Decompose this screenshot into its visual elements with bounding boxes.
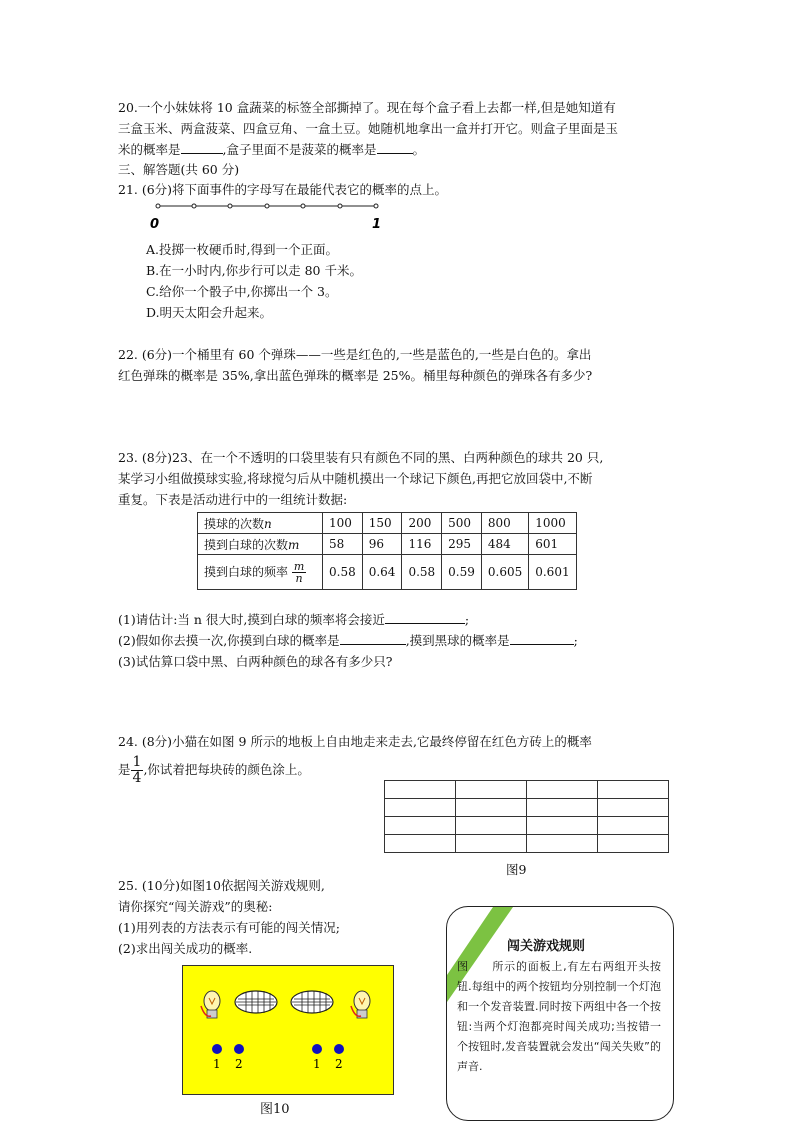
section-heading: 三、解答题(共 60 分)	[118, 162, 240, 177]
q25-line3: (1)用列表的方法表示有可能的闯关情况;	[118, 920, 340, 935]
q23-answer-blank-2[interactable]	[340, 631, 406, 645]
q25-line2: 请你探究“闯关游戏”的奥秘:	[118, 899, 273, 914]
q21-stem: 21. (6分)将下面事件的字母写在最能代表它的概率的点上。	[118, 182, 448, 197]
table-cell: 800	[481, 513, 528, 534]
q21-option-a: A.投掷一枚硬币时,得到一个正面。	[146, 242, 338, 257]
table-row	[198, 513, 577, 534]
floor-tile[interactable]	[385, 817, 456, 835]
number-line-point[interactable]	[156, 204, 160, 208]
number-line-point[interactable]	[301, 204, 305, 208]
lightbulb-icon	[351, 991, 370, 1018]
number-line-point[interactable]	[265, 204, 269, 208]
q20-text-a: 米的概率是	[118, 142, 181, 157]
game-rules-card	[446, 906, 674, 1121]
floor-tile[interactable]	[527, 835, 598, 853]
button-label: 2	[235, 1057, 243, 1071]
button-label: 2	[335, 1057, 343, 1071]
table-cell: 200	[402, 513, 442, 534]
left-button-1[interactable]	[212, 1044, 222, 1054]
table-cell: 0.58	[402, 555, 442, 590]
table-cell: 1000	[529, 513, 576, 534]
fraction-m-over-n: $\frac{m}{n}$	[293, 559, 305, 585]
table-cell: 500	[442, 513, 482, 534]
number-line-point[interactable]	[228, 204, 232, 208]
q23-answer-blank-1[interactable]	[385, 610, 465, 624]
number-line-point[interactable]	[192, 204, 196, 208]
floor-tile[interactable]	[385, 799, 456, 817]
table-cell: 96	[362, 534, 402, 555]
rules-text: 图 所示的面板上,有左右两组开头按钮.每组中的两个按钮均分别控制一个灯泡和一个发音装置.同时按下两组中各一个按钮:当两个灯泡都亮时闯关成功;当按错一个按钮时,发音装置就会发出“闯关失败”的声音.	[457, 960, 661, 1073]
table-cell: 100	[323, 513, 363, 534]
q23-answer-blank-3[interactable]	[510, 631, 574, 645]
rules-title: 闯关游戏规则	[507, 939, 586, 954]
q23-line2: 某学习小组做摸球实验,将球搅匀后从中随机摸出一个球记下颜色,再把它放回袋中,不断	[118, 471, 593, 486]
table-cell: 295	[442, 534, 482, 555]
number-line-point[interactable]	[338, 204, 342, 208]
q20-answer-blank-1[interactable]	[181, 140, 223, 154]
floor-tile[interactable]	[385, 835, 456, 853]
floor-tile[interactable]	[598, 835, 669, 853]
row-label: 摸到白球的频率 $\frac{m}{n}$	[198, 555, 323, 590]
table-cell: 0.601	[529, 555, 576, 590]
table-cell: 58	[323, 534, 363, 555]
floor-tile[interactable]	[456, 781, 527, 799]
fraction-one-quarter: $\frac{1}{4}$	[132, 754, 142, 786]
speaker-icon	[291, 991, 333, 1013]
q25-line4: (2)求出闯关成功的概率.	[118, 941, 253, 956]
q21-option-d: D.明天太阳会升起来。	[146, 305, 273, 320]
floor-tile[interactable]	[527, 781, 598, 799]
floor-tile[interactable]	[598, 817, 669, 835]
table-row	[198, 534, 577, 555]
q25-line1: 25. (10分)如图10依据闯关游戏规则,	[118, 878, 325, 893]
table-cell: 0.64	[362, 555, 402, 590]
q21-option-c: C.给你一个骰子中,你掷出一个 3。	[146, 284, 338, 299]
lightbulb-icon	[201, 991, 220, 1018]
figure-9-caption: 图9	[506, 862, 527, 877]
table-cell: 116	[402, 534, 442, 555]
q23-line3: 重复。下表是活动进行中的一组统计数据:	[118, 492, 348, 507]
floor-tile[interactable]	[456, 817, 527, 835]
q24-line2: 是 $\frac{1}{4}$ ,你试着把每块砖的颜色涂上。	[118, 754, 310, 786]
table-cell: 0.58	[323, 555, 363, 590]
q20-line1: 20.一个小妹妹将 10 盒蔬菜的标签全部撕掉了。现在每个盒子看上去都一样,但是她知道有	[118, 100, 616, 115]
q23-sub1: (1)请估计:当 n 很大时,摸到白球的频率将会接近 ;	[118, 612, 470, 627]
table-cell: 0.59	[442, 555, 482, 590]
probability-number-line	[150, 198, 390, 232]
table-cell: 484	[481, 534, 528, 555]
q23-sub2: (2)假如你去摸一次,你摸到白球的概率是 ,摸到黑球的概率是 ;	[118, 633, 578, 648]
axis-label-zero: 0	[150, 217, 160, 232]
floor-tile[interactable]	[527, 817, 598, 835]
statistics-table	[197, 512, 577, 590]
q22-line2: 红色弹珠的概率是 35%,拿出蓝色弹珠的概率是 25%。桶里每种颜色的弹珠各有多少?	[118, 368, 593, 383]
table-cell: 150	[362, 513, 402, 534]
game-panel-drawing	[183, 966, 393, 1094]
floor-tile-grid	[384, 780, 669, 853]
q20-answer-blank-2[interactable]	[377, 140, 413, 154]
q20-text-b: ,盒子里面不是菠菜的概率是	[222, 142, 377, 157]
q23-line1: 23. (8分)23、在一个不透明的口袋里装有只有颜色不同的黑、白两种颜色的球共 20 只,	[118, 450, 604, 465]
floor-tile[interactable]	[527, 799, 598, 817]
row-label: 摸球的次数n	[198, 513, 323, 534]
q20-line2: 三盒玉米、两盒菠菜、四盒豆角、一盒土豆。她随机地拿出一盒并打开它。则盒子里面是玉	[118, 121, 619, 136]
game-panel	[182, 965, 394, 1095]
axis-label-one: 1	[372, 217, 382, 232]
floor-tile[interactable]	[456, 799, 527, 817]
table-row	[198, 555, 577, 590]
floor-tile[interactable]	[598, 799, 669, 817]
row-label: 摸到白球的次数m	[198, 534, 323, 555]
figure-10-caption: 图10	[260, 1102, 290, 1117]
button-label: 1	[313, 1057, 321, 1071]
floor-tile[interactable]	[598, 781, 669, 799]
floor-tile[interactable]	[456, 835, 527, 853]
table-cell: 0.605	[481, 555, 528, 590]
q24-line1: 24. (8分)小猫在如图 9 所示的地板上自由地走来走去,它最终停留在红色方砖上的概率	[118, 734, 592, 749]
left-button-2[interactable]	[234, 1044, 244, 1054]
q22-line1: 22. (6分)一个桶里有 60 个弹珠——一些是红色的,一些是蓝色的,一些是白色的。拿出	[118, 347, 592, 362]
speaker-icon	[235, 991, 277, 1013]
q20-line3	[118, 140, 425, 160]
button-label: 1	[213, 1057, 221, 1071]
q20-text-c: 。	[412, 142, 426, 157]
number-line-point[interactable]	[374, 204, 378, 208]
q21-option-b: B.在一小时内,你步行可以走 80 千米。	[146, 263, 362, 278]
floor-tile[interactable]	[385, 781, 456, 799]
right-button-2[interactable]	[334, 1044, 344, 1054]
table-cell: 601	[529, 534, 576, 555]
q23-sub3: (3)试估算口袋中黑、白两种颜色的球各有多少只?	[118, 654, 393, 669]
right-button-1[interactable]	[312, 1044, 322, 1054]
